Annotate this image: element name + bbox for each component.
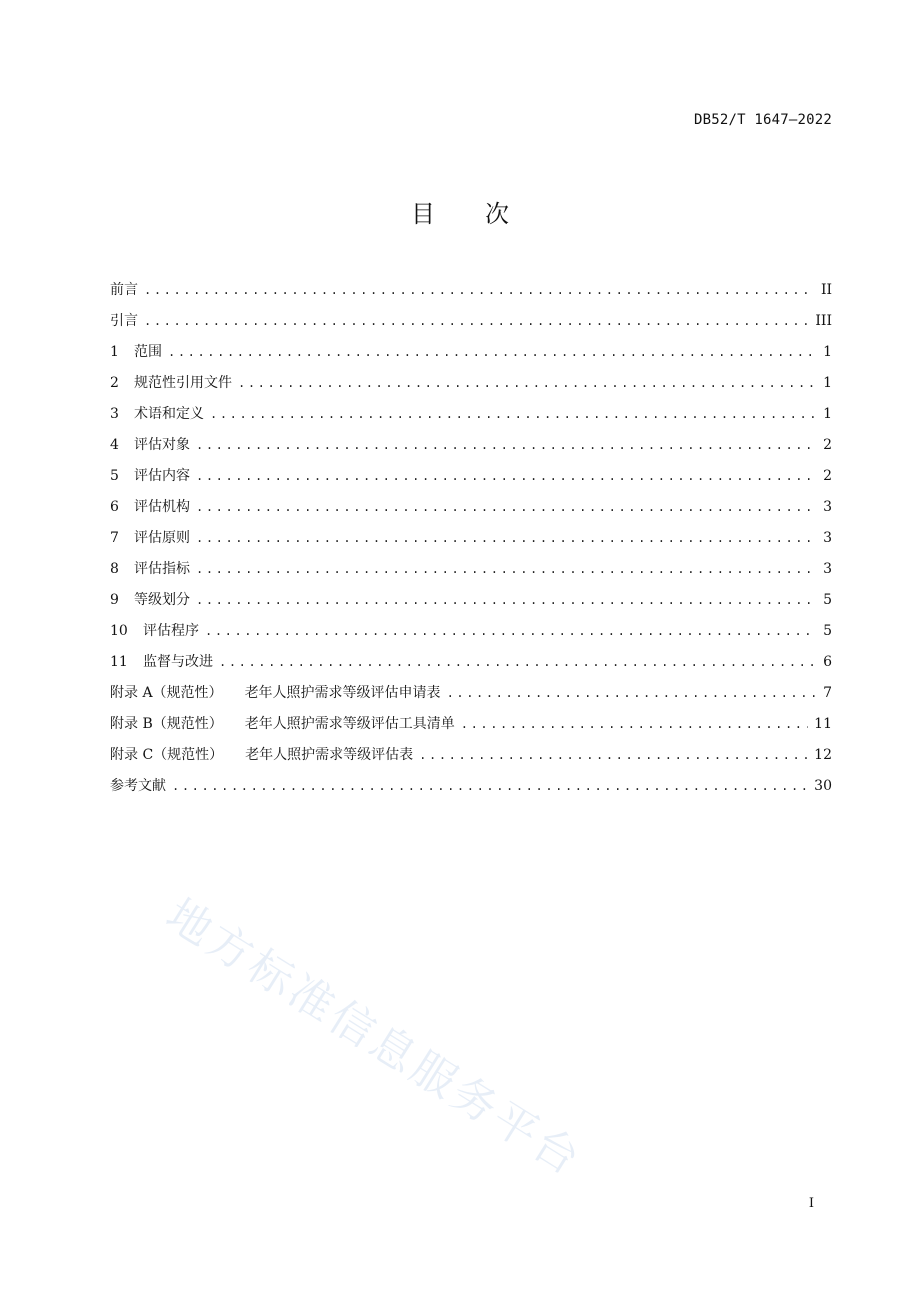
toc-dot-leader bbox=[461, 709, 808, 740]
toc-dot-leader bbox=[419, 740, 808, 771]
toc-title-char-1: 目 bbox=[411, 200, 435, 228]
toc-page: III bbox=[815, 313, 832, 329]
toc-number: 8 bbox=[110, 561, 119, 577]
toc-dot-leader bbox=[196, 554, 816, 585]
toc-entry-10[interactable] bbox=[110, 616, 832, 647]
toc-page: 3 bbox=[823, 499, 832, 515]
toc-dot-leader bbox=[196, 430, 816, 461]
toc-dot-leader bbox=[219, 647, 816, 678]
toc-entry-foreword[interactable] bbox=[110, 275, 832, 306]
toc-label: 评估内容 bbox=[134, 468, 190, 484]
toc-label: 前言 bbox=[110, 282, 138, 298]
toc-page: 5 bbox=[823, 592, 832, 608]
toc-page: 1 bbox=[823, 375, 832, 391]
toc-number: 9 bbox=[110, 592, 119, 608]
document-code: DB52/T 1647—2022 bbox=[693, 112, 832, 128]
toc-dot-leader bbox=[144, 275, 815, 306]
toc-dot-leader bbox=[196, 492, 816, 523]
toc-label: 评估程序 bbox=[143, 623, 199, 639]
toc-entry-5[interactable] bbox=[110, 461, 832, 492]
toc-number: 2 bbox=[110, 375, 119, 391]
toc-list bbox=[110, 275, 832, 802]
toc-entry-1[interactable] bbox=[110, 337, 832, 368]
toc-dot-leader bbox=[447, 678, 816, 709]
toc-entry-4[interactable] bbox=[110, 430, 832, 461]
toc-number: 3 bbox=[110, 406, 119, 422]
toc-page: 6 bbox=[823, 654, 832, 670]
toc-appendix-title: 老年人照护需求等级评估工具清单 bbox=[244, 716, 455, 732]
toc-page: 7 bbox=[823, 685, 832, 701]
toc-page: 2 bbox=[823, 437, 832, 453]
toc-label: 等级划分 bbox=[134, 592, 190, 608]
toc-page: 11 bbox=[814, 716, 832, 732]
toc-entry-appendix-a[interactable] bbox=[110, 678, 832, 709]
toc-number: 5 bbox=[110, 468, 119, 484]
toc-dot-leader bbox=[196, 523, 816, 554]
toc-label: 范围 bbox=[134, 344, 162, 360]
toc-number: 4 bbox=[110, 437, 119, 453]
toc-number: 7 bbox=[110, 530, 119, 546]
toc-label: 附录 A（规范性） bbox=[110, 685, 223, 701]
toc-label: 评估指标 bbox=[134, 561, 190, 577]
toc-label: 监督与改进 bbox=[143, 654, 213, 670]
toc-dot-leader bbox=[196, 461, 816, 492]
toc-dot-leader bbox=[196, 585, 816, 616]
toc-entry-appendix-b[interactable] bbox=[110, 709, 832, 740]
toc-number: 1 bbox=[110, 344, 119, 360]
toc-entry-appendix-c[interactable] bbox=[110, 740, 832, 771]
toc-label: 规范性引用文件 bbox=[134, 375, 232, 391]
toc-page: 5 bbox=[823, 623, 832, 639]
toc-entry-7[interactable] bbox=[110, 523, 832, 554]
toc-label: 评估原则 bbox=[134, 530, 190, 546]
toc-title-char-2: 次 bbox=[485, 200, 509, 228]
toc-label: 引言 bbox=[110, 313, 138, 329]
toc-entry-introduction[interactable] bbox=[110, 306, 832, 337]
toc-page: 3 bbox=[823, 530, 832, 546]
toc-page: 3 bbox=[823, 561, 832, 577]
toc-entry-6[interactable] bbox=[110, 492, 832, 523]
toc-entry-8[interactable] bbox=[110, 554, 832, 585]
toc-label: 附录 B（规范性） bbox=[110, 716, 223, 732]
page-number: I bbox=[808, 1196, 814, 1211]
toc-dot-leader bbox=[168, 337, 816, 368]
toc-entry-references[interactable] bbox=[110, 771, 832, 802]
toc-page: 12 bbox=[814, 747, 832, 763]
toc-appendix-title: 老年人照护需求等级评估申请表 bbox=[244, 685, 441, 701]
toc-title bbox=[0, 194, 920, 229]
toc-number: 11 bbox=[110, 654, 128, 670]
watermark: 地方标准信息服务平台 bbox=[157, 889, 592, 1187]
toc-appendix-title: 老年人照护需求等级评估表 bbox=[245, 747, 414, 763]
toc-page: 1 bbox=[823, 344, 832, 360]
toc-label: 评估机构 bbox=[134, 499, 190, 515]
toc-dot-leader bbox=[238, 368, 816, 399]
toc-page: II bbox=[820, 282, 832, 298]
toc-entry-2[interactable] bbox=[110, 368, 832, 399]
toc-entry-3[interactable] bbox=[110, 399, 832, 430]
toc-number: 6 bbox=[110, 499, 119, 515]
toc-page: 1 bbox=[823, 406, 832, 422]
toc-page: 2 bbox=[823, 468, 832, 484]
toc-label: 参考文献 bbox=[110, 778, 166, 794]
toc-label: 术语和定义 bbox=[134, 406, 204, 422]
toc-dot-leader bbox=[205, 616, 816, 647]
toc-label: 附录 C（规范性） bbox=[110, 747, 224, 763]
toc-label: 评估对象 bbox=[134, 437, 190, 453]
toc-entry-11[interactable] bbox=[110, 647, 832, 678]
toc-page: 30 bbox=[814, 778, 832, 794]
toc-entry-9[interactable] bbox=[110, 585, 832, 616]
toc-dot-leader bbox=[210, 399, 816, 430]
toc-dot-leader bbox=[144, 306, 809, 337]
toc-number: 10 bbox=[110, 623, 128, 639]
toc-dot-leader bbox=[172, 771, 808, 802]
